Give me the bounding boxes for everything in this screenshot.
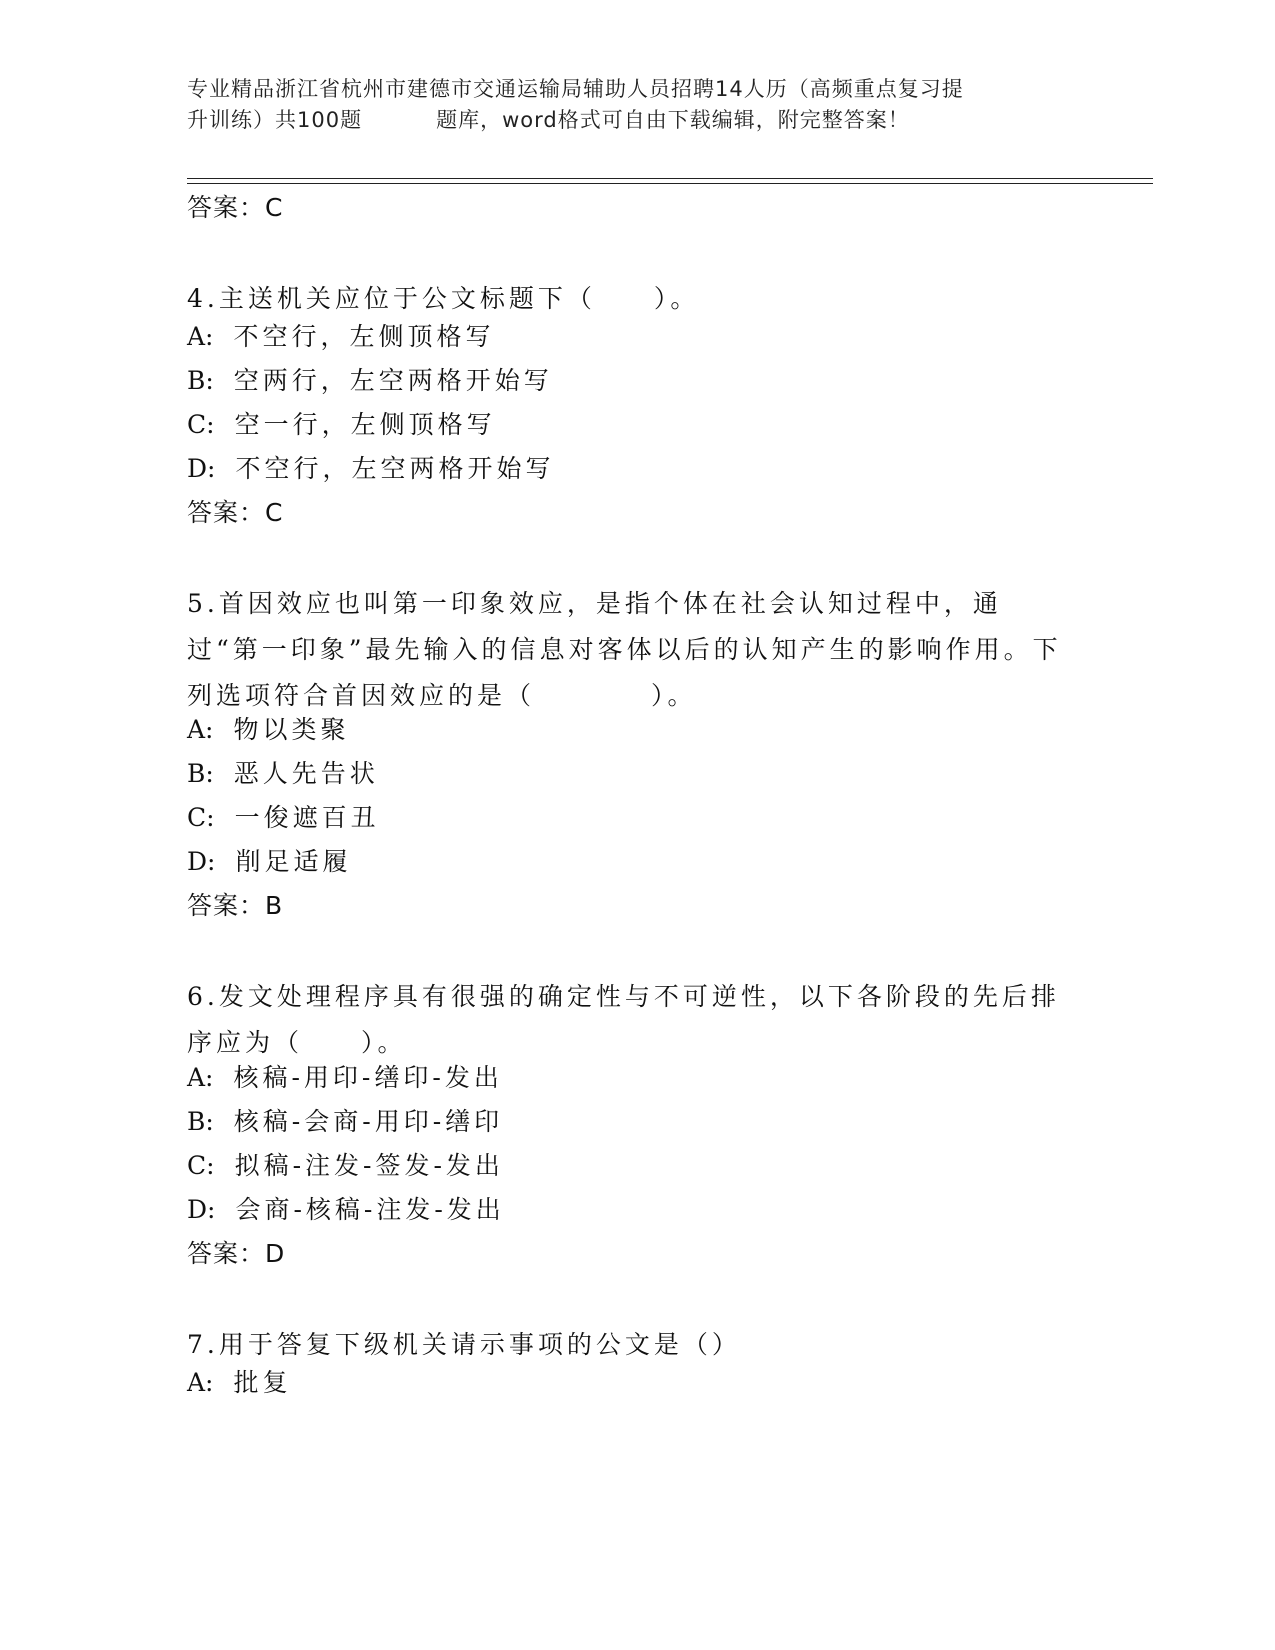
option-label: A: <box>187 1063 214 1092</box>
question-5-option-a <box>187 714 350 746</box>
question-5-option-c <box>187 802 380 834</box>
question-4-option-c <box>187 409 496 441</box>
question-5-option-d <box>187 846 351 878</box>
option-text: 物以类聚 <box>233 715 350 744</box>
option-text: 批复 <box>233 1368 292 1397</box>
header-line-2-part-2: 题库，word格式可自由下载编辑，附完整答案！ <box>436 108 910 132</box>
option-text: 空一行，左侧顶格写 <box>234 410 496 439</box>
option-label: C: <box>187 1151 215 1180</box>
option-text: 会商-核稿-注发-发出 <box>235 1195 505 1224</box>
header-line-2-part-1: 升训练）共100题 <box>187 108 363 132</box>
option-label: B: <box>187 366 214 395</box>
question-4-option-a <box>187 321 495 353</box>
option-text: 核稿-会商-用印-缮印 <box>233 1107 504 1136</box>
option-label: B: <box>187 759 214 788</box>
question-4-option-b <box>187 365 553 397</box>
question-6-option-c <box>187 1150 504 1182</box>
option-label: A: <box>187 322 214 351</box>
option-label: A: <box>187 1368 214 1397</box>
question-5-option-b <box>187 758 379 790</box>
option-text: 一俊遮百丑 <box>234 803 380 832</box>
option-text: 拟稿-注发-签发-发出 <box>234 1151 504 1180</box>
option-label: D: <box>187 847 216 876</box>
question-6-text: 6.发文处理程序具有很强的确定性与不可逆性，以下各阶段的先后排序应为（ ）。 <box>187 982 1060 1057</box>
option-text: 空两行，左空两格开始写 <box>233 366 553 395</box>
option-text: 不空行，左空两格开始写 <box>235 454 555 483</box>
previous-answer: 答案：C <box>187 193 284 222</box>
option-label: C: <box>187 803 215 832</box>
question-6-option-a <box>187 1062 503 1094</box>
header-divider-top <box>187 178 1153 179</box>
document-header <box>187 74 1087 136</box>
header-divider-bottom <box>187 183 1153 184</box>
option-label: C: <box>187 410 215 439</box>
option-label: D: <box>187 454 216 483</box>
header-line-1: 专业精品浙江省杭州市建德市交通运输局辅助人员招聘14人历（高频重点复习提 <box>187 77 964 101</box>
question-6-answer: 答案：D <box>187 1239 286 1268</box>
question-4-text: 4.主送机关应位于公文标题下（ ）。 <box>187 284 700 313</box>
question-7-option-a <box>187 1367 292 1399</box>
option-text: 削足适履 <box>235 847 352 876</box>
option-text: 恶人先告状 <box>233 759 379 788</box>
option-label: D: <box>187 1195 216 1224</box>
option-label: A: <box>187 715 214 744</box>
question-4-option-d <box>187 453 554 485</box>
question-4-answer: 答案：C <box>187 498 284 527</box>
header-line-2 <box>187 105 1087 136</box>
question-7-text: 7.用于答复下级机关请示事项的公文是（） <box>187 1330 741 1359</box>
question-6-option-d <box>187 1194 505 1226</box>
question-5-text: 5.首因效应也叫第一印象效应，是指个体在社会认知过程中，通过“第一印象”最先输入的信息对客体以后的认知产生的影响作用。下列选项符合首因效应的是（ ）。 <box>187 589 1062 710</box>
option-label: B: <box>187 1107 214 1136</box>
question-6-option-b <box>187 1106 503 1138</box>
option-text: 不空行，左侧顶格写 <box>233 322 495 351</box>
question-5-answer: 答案：B <box>187 891 284 920</box>
option-text: 核稿-用印-缮印-发出 <box>233 1063 503 1092</box>
